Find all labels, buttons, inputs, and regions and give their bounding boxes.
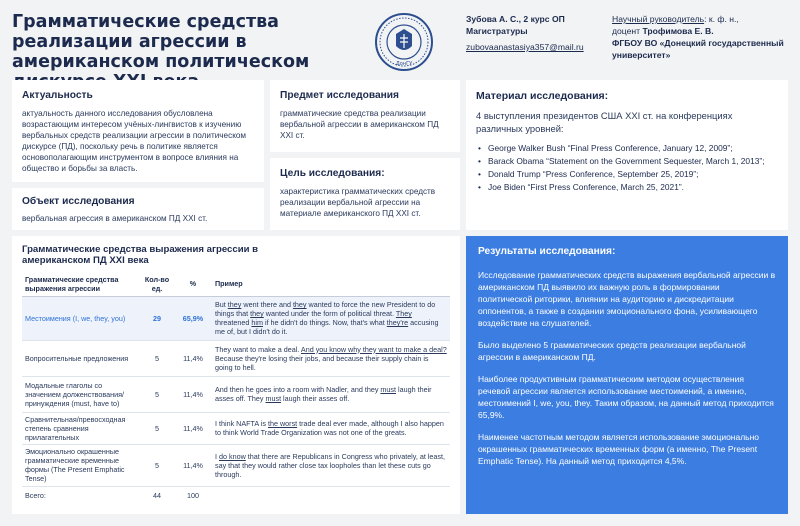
results-panel (466, 236, 788, 514)
advisor-name: Трофимова Е. В. (642, 26, 714, 36)
university-name: ФГБОУ ВО «Донецкий государственный университет» (612, 38, 784, 60)
material-list (476, 143, 778, 193)
author-name: Зубова А. С., 2 курс ОП (466, 14, 565, 24)
category-cell: Вопросительные предложения (22, 340, 140, 376)
example-highlight: they (227, 300, 242, 309)
example-highlight: must (380, 385, 396, 394)
university-seal-icon (374, 12, 434, 72)
object-panel (12, 188, 264, 230)
advisor-degree: : к. ф. н., (704, 14, 739, 24)
advisor-label: Научный руководитель (612, 14, 705, 24)
example-highlight: they're (386, 318, 409, 327)
author-email-link[interactable]: zubovaanastasiya357@mail.ru (466, 42, 584, 52)
example-text: trade deal ever made, although I also happen to think World Trade Organization was not one of the greats. (215, 419, 444, 437)
example-text: I (215, 451, 219, 461)
example-cell (212, 376, 450, 412)
subject-panel (270, 80, 460, 152)
goal-panel (270, 158, 460, 230)
count-cell: 5 (140, 412, 174, 444)
example-cell (212, 412, 450, 444)
example-highlight: the worst (268, 419, 298, 428)
example-text: They want to make a deal. (215, 344, 301, 354)
relevance-text: актуальность данного исследования обусловлена возрастающим интересом учёных-лингвистов к изучению вербальных средств реализации агрессии в политическом дискурсе (ПД), поскольку речь в политике является основополагающим инструментом в вопросе влияния на общество и борьбы за власть. (22, 109, 247, 173)
count-cell: 5 (140, 376, 174, 412)
percent-cell: 11,4% (174, 444, 212, 486)
example-text: wanted under the form of political threat. (263, 309, 396, 318)
column-header: Грамматические средства выражения агрессии (22, 272, 140, 296)
example-highlight: And you know why they want to make a deal? (300, 344, 447, 354)
example-text: wanted to force the new President to do things that (215, 300, 436, 318)
percent-cell: 65,9% (174, 296, 212, 340)
relevance-panel (12, 80, 264, 182)
category-cell: Местоимения (I, we, they, you) (22, 296, 140, 340)
example-highlight: they (292, 300, 307, 309)
table-title: Грамматические средства выражения агрессии в американском ПД XXI века (22, 244, 259, 266)
percent-cell: 11,4% (174, 412, 212, 444)
aggression-table (22, 272, 450, 504)
seal-text: ДонГУ (395, 61, 413, 67)
results-paragraph: Исследование грамматических средств выражения вербальной агрессии в американском ПД выявило их важную роль в формировании политической риторики, влиянии на аудиторию и дискредитации оппонентов, а также в создании эмоционального фона, усиливающего воздействие на слушателей. (478, 270, 776, 328)
total-count: 44 (153, 490, 161, 500)
example-text: that there are Republicans in Congress who privately, at least, say that they would rather close tax loopholes than let these cuts go through. (215, 451, 446, 479)
percent-cell: 11,4% (174, 340, 212, 376)
object-text: вербальная агрессия в американском ПД XXI ст. (22, 214, 208, 223)
example-highlight: him (251, 318, 263, 327)
example-text: threatened (215, 318, 252, 327)
material-title: Материал исследования: (476, 90, 609, 102)
table-row (22, 444, 450, 486)
example-highlight: must (265, 394, 282, 403)
total-label: Всего: (25, 490, 46, 500)
table-row (22, 376, 450, 412)
example-highlight: do know (219, 451, 246, 461)
table-header-row (22, 272, 450, 296)
advisor-position: доцент (612, 26, 643, 36)
table-row (22, 296, 450, 340)
example-text: if he didn't do things. Now, that's what (262, 318, 387, 327)
column-header: % (174, 272, 212, 296)
table-panel (12, 236, 460, 514)
material-panel (466, 80, 788, 230)
example-highlight: They (395, 309, 412, 318)
table-row (22, 340, 450, 376)
count-cell: 5 (140, 444, 174, 486)
count-cell: 5 (140, 340, 174, 376)
column-header: Пример (212, 272, 450, 296)
example-text: laugh their asses off. They (215, 385, 432, 403)
category-cell: Эмоционально окрашенные грамматические временные формы (The Present Emphatic Tense) (22, 444, 140, 486)
material-item: • Barack Obama “Statement on the Government Sequester, March 1, 2013”; (476, 156, 778, 167)
poster-title: Грамматические средства реализации агрессии в американском политическом (12, 12, 310, 72)
material-item: • Joe Biden “First Press Conference, March 25, 2021”. (476, 182, 778, 193)
example-text: laugh their asses off. (281, 394, 350, 403)
category-cell: Сравнительная/превосходная степень сравнения прилагательных (22, 412, 140, 444)
material-item: • George Walker Bush “Final Press Conference, January 12, 2009”; (476, 143, 778, 154)
example-text: went there and (241, 300, 293, 309)
category-cell: Модальные глаголы со значением долженствования/принуждения (must, have to) (22, 376, 140, 412)
advisor-block (612, 13, 794, 61)
results-paragraph: Было выделено 5 грамматических средств реализации вербальной агрессии в американском ПД. (478, 340, 746, 362)
goal-text: характеристика грамматических средств реализации вербальной агрессии на материале американского ПД XXI ст. (280, 187, 436, 218)
percent-cell: 11,4% (174, 376, 212, 412)
example-text: I think NAFTA is (215, 419, 268, 428)
results-paragraph: Наименее частотным методом является использование эмоционально окрашенных грамматических временных форм (а именно, The Present Emphatic Tense). На данный метод приходится 4,5%. (478, 432, 760, 466)
author-block (466, 13, 606, 53)
count-cell: 29 (140, 296, 174, 340)
author-program: Магистратуры (466, 26, 528, 36)
example-highlight: they (250, 309, 264, 318)
subject-text: грамматические средства реализации вербальной агрессии в американском ПД XXI ст. (280, 109, 439, 140)
object-title: Объект исследования (22, 196, 135, 207)
total-percent: 100 (187, 490, 199, 500)
relevance-title: Актуальность (22, 90, 93, 101)
results-paragraph: Наиболее продуктивным грамматическим методом осуществления речевой агрессии является использование местоимений, а именно, местоимений I, we, you, they. Таким образом, на данный метод приходится 65,9%. (478, 374, 774, 420)
example-cell (212, 340, 450, 376)
example-text: accusing me of, but I didn't do it. (215, 318, 439, 336)
results-title: Результаты исследования: (478, 246, 616, 257)
subject-title: Предмет исследования (280, 90, 400, 101)
example-cell (212, 296, 450, 340)
table-total-row (22, 486, 450, 504)
goal-title: Цель исследования: (280, 168, 385, 179)
column-header: Кол-во ед. (140, 272, 174, 296)
example-text: But (215, 300, 228, 309)
example-cell (212, 444, 450, 486)
material-intro: 4 выступления президентов США XXI ст. на конференциях различных уровней: (476, 110, 733, 134)
example-text: And then he goes into a room with Nadler, and they (215, 385, 381, 394)
material-item: • Donald Trump “Press Conference, September 25, 2019”; (476, 169, 778, 180)
example-text: Because they're losing their jobs, and because their supply chain is going to hell. (215, 353, 429, 372)
table-row (22, 412, 450, 444)
